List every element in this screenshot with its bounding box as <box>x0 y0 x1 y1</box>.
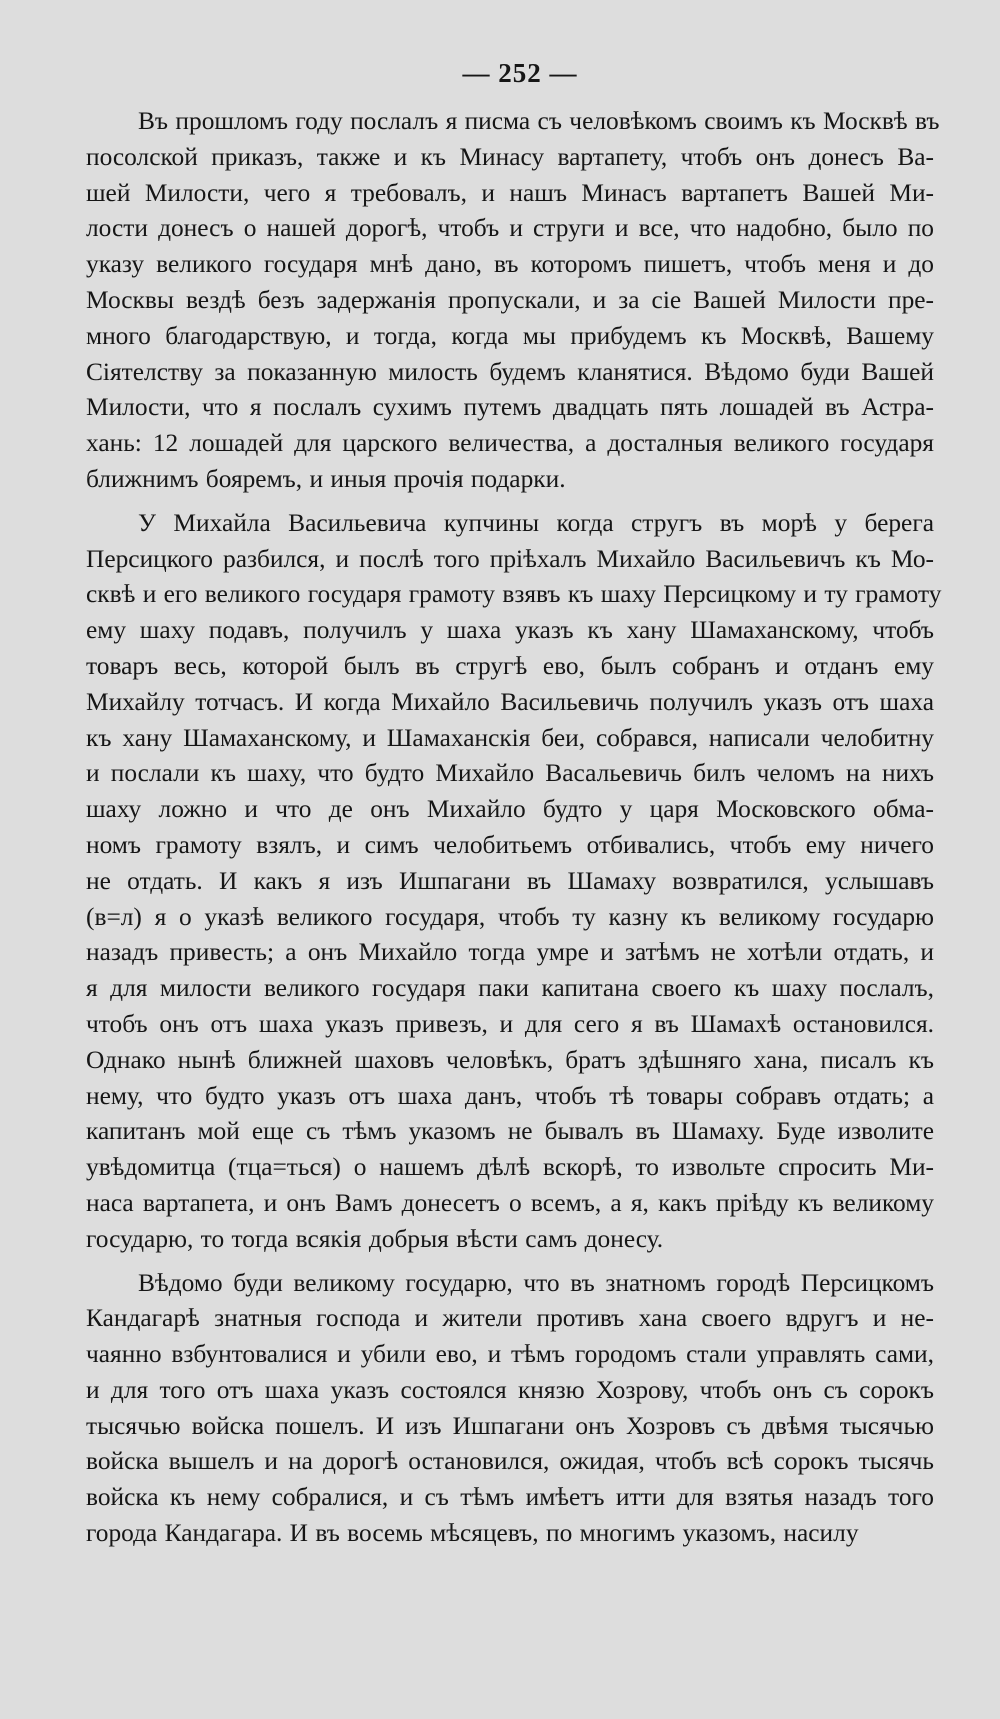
page-number: — 252 — <box>462 58 578 88</box>
text-line: Сіятелству за показанную милость будемъ кланятися. Вѣдомо буди Вашей <box>86 357 934 386</box>
text-line: капитанъ мой еще съ тѣмъ указомъ не бывалъ въ Шамаху. Буде изволите <box>86 1117 934 1146</box>
text-line: и для того отъ шаха указъ состоялся князю Хозрову, чтобъ онъ съ сорокъ <box>86 1375 934 1404</box>
text-line: Михайлу тотчасъ. И когда Михайло Васильевичь получилъ указъ отъ шаха <box>86 687 934 716</box>
text-line: тысячью войска пошелъ. И изъ Ишпагани онъ Хозровъ съ двѣмя тысячью <box>86 1411 934 1440</box>
text-line: нему, что будто указъ отъ шаха данъ, чтобъ тѣ товары собравъ отдать; а <box>86 1081 934 1110</box>
text-line: Москвы вездѣ безъ задержанія пропускали, и за сіе Вашей Милости пре- <box>86 285 934 314</box>
text-line: посолской приказъ, также и къ Минасу вартапету, чтобъ онъ донесъ Ва- <box>86 142 934 171</box>
text-line: Кандагарѣ знатныя господа и жители противъ хана своего вдругъ и не- <box>86 1304 934 1333</box>
text-line: Однако нынѣ ближней шаховъ человѣкъ, братъ здѣшняго хана, писалъ къ <box>86 1045 934 1074</box>
text-line: увѣдомитца (тца=ться) о нашемъ дѣлѣ вскорѣ, то извольте спросить Ми- <box>86 1153 934 1182</box>
text-line: войска вышелъ и на дорогѣ остановился, ожидая, чтобъ всѣ сорокъ тысячь <box>86 1447 934 1476</box>
text-line: чтобъ онъ отъ шаха указъ привезъ, и для сего я въ Шамахѣ остановился. <box>86 1009 934 1038</box>
text-line: не отдать. И какъ я изъ Ишпагани въ Шамаху возвратился, услышавъ <box>86 866 934 895</box>
text-line: я для милости великого государя паки капитана своего къ шаху послалъ, <box>86 974 934 1003</box>
text-line: номъ грамоту взялъ, и симъ челобитьемъ отбивались, чтобъ ему ничего <box>86 830 934 859</box>
text-line: чаянно взбунтовалися и убили ево, и тѣмъ городомъ стали управлять сами, <box>86 1340 934 1369</box>
paragraph-1 <box>86 104 940 498</box>
text-line: много благодарствую, и тогда, когда мы прибудемъ къ Москвѣ, Вашему <box>86 321 934 350</box>
text-line: хань: 12 лошадей для царского величества, а досталныя великого государя <box>86 429 934 458</box>
text-line: ближнимъ бояремъ, и иныя прочія подарки. <box>86 464 566 493</box>
text-line: товаръ весь, которой былъ въ стругѣ ево, былъ собранъ и отданъ ему <box>86 651 934 680</box>
text-line: наса вартапета, и онъ Вамъ донесетъ о всемъ, а я, какъ пріѣду къ великому <box>86 1188 934 1217</box>
text-line: Милости, что я послалъ сухимъ путемъ двадцать пять лошадей въ Астра- <box>86 393 934 422</box>
text-line: войска къ нему собралися, и съ тѣмъ имѣетъ итти для взятья назадъ того <box>86 1483 934 1512</box>
text-line: шей Милости, чего я требовалъ, и нашъ Минасъ вартапетъ Вашей Ми- <box>86 178 934 207</box>
text-line: лости донесъ о нашей дорогѣ, чтобъ и струги и все, что надобно, было по <box>86 214 934 243</box>
text-line: указу великого государя мнѣ дано, въ которомъ пишетъ, чтобъ меня и до <box>86 250 934 279</box>
text-line: и послали къ шаху, что будто Михайло Васальевичь билъ челомъ на нихъ <box>86 759 934 788</box>
text-line: назадъ привесть; а онъ Михайло тогда умре и затѣмъ не хотѣли отдать, и <box>86 938 934 967</box>
text-line: Вѣдомо буди великому государю, что въ знатномъ городѣ Персицкомъ <box>138 1268 934 1297</box>
text-line: государю, то тогда всякія добрыя вѣсти самъ донесу. <box>86 1224 664 1253</box>
paragraph-3 <box>86 1266 934 1552</box>
text-line: къ хану Шамаханскому, и Шамаханскія беи, собрався, написали челобитну <box>86 723 934 752</box>
text-line: (в=л) я о указѣ великого государя, чтобъ ту казну къ великому государю <box>86 902 934 931</box>
text-line: Персицкого разбился, и послѣ того пріѣхалъ Михайло Васильевичъ къ Мо- <box>86 544 934 573</box>
text-line: шаху ложно и что де онъ Михайло будто у царя Московского обма- <box>86 795 934 824</box>
text-line: Въ прошломъ году послалъ я писма съ человѣкомъ своимъ къ Москвѣ въ <box>138 107 940 135</box>
text-line: ему шаху подавъ, получилъ у шаха указъ къ хану Шамаханскому, чтобъ <box>86 616 934 645</box>
text-line: сквѣ и его великого государя грамоту взявъ къ шаху Персицкому и ту грамоту <box>86 580 942 609</box>
text-line: города Кандагара. И въ восемь мѣсяцевъ, по многимъ указомъ, насилу <box>86 1519 859 1548</box>
body-text <box>86 104 942 1552</box>
paragraph-2 <box>86 506 942 1258</box>
text-line: У Михайла Васильевича купчины когда стругъ въ морѣ у берега <box>138 508 934 537</box>
